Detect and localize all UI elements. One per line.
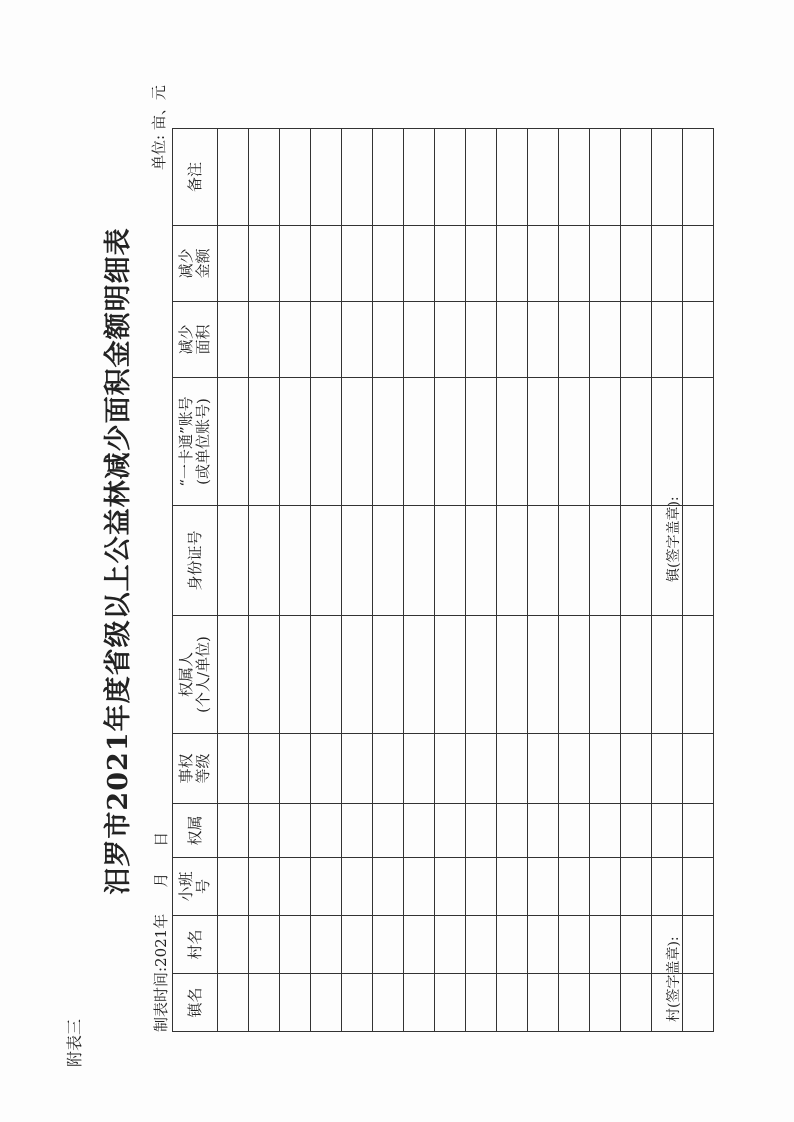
table-cell[interactable] (559, 302, 590, 378)
table-cell[interactable] (621, 974, 652, 1032)
table-cell[interactable] (652, 804, 683, 858)
column-header-line1: “一卡通”账号 (177, 396, 195, 487)
table-cell[interactable] (435, 916, 466, 974)
table-cell[interactable] (373, 858, 404, 916)
table-cell[interactable] (311, 916, 342, 974)
table-cell[interactable] (621, 226, 652, 302)
table-cell[interactable] (590, 378, 621, 506)
table-body (218, 129, 714, 1032)
table-cell[interactable] (528, 302, 559, 378)
column-header-line2: (或单位账号) (194, 398, 212, 485)
table-cell[interactable] (342, 378, 373, 506)
table-row (342, 129, 373, 1032)
table-cell[interactable] (652, 226, 683, 302)
table-cell[interactable] (342, 974, 373, 1032)
table-cell[interactable] (497, 378, 528, 506)
unit-label: 单位: 亩、元 (150, 85, 168, 170)
date-day: 日 (152, 831, 170, 847)
table-cell[interactable] (435, 506, 466, 616)
table-cell[interactable] (249, 378, 280, 506)
column-header (173, 129, 218, 226)
table-cell[interactable] (590, 858, 621, 916)
table-cell[interactable] (311, 226, 342, 302)
table-cell[interactable] (621, 916, 652, 974)
table-cell[interactable] (683, 378, 714, 506)
table-cell[interactable] (590, 302, 621, 378)
table-cell[interactable] (311, 129, 342, 226)
table-cell[interactable] (373, 506, 404, 616)
column-header (173, 302, 218, 378)
table-cell[interactable] (404, 616, 435, 734)
table-cell[interactable] (280, 734, 311, 804)
table-cell[interactable] (466, 734, 497, 804)
table-cell[interactable] (404, 506, 435, 616)
column-header-line2: (个人/单位) (194, 636, 212, 713)
column-header-line1: 小班 (177, 871, 195, 902)
table-cell[interactable] (404, 804, 435, 858)
table-cell[interactable] (590, 974, 621, 1032)
column-header-line2: 面积 (194, 324, 212, 355)
table-cell[interactable] (559, 616, 590, 734)
table-cell[interactable] (497, 734, 528, 804)
table-cell[interactable] (249, 616, 280, 734)
table-cell[interactable] (311, 734, 342, 804)
table-cell[interactable] (311, 378, 342, 506)
table-cell[interactable] (342, 226, 373, 302)
table-cell[interactable] (528, 734, 559, 804)
table-cell[interactable] (559, 974, 590, 1032)
table-cell[interactable] (466, 974, 497, 1032)
village-signature-label: 村(签字盖章): (666, 936, 682, 1022)
table-cell[interactable] (280, 858, 311, 916)
date-month: 月 (152, 872, 170, 888)
column-header (173, 734, 218, 804)
table-cell[interactable] (621, 616, 652, 734)
table-cell[interactable] (280, 302, 311, 378)
table-cell[interactable] (497, 506, 528, 616)
table-cell[interactable] (497, 858, 528, 916)
table-cell[interactable] (280, 616, 311, 734)
column-header (173, 804, 218, 858)
table-cell[interactable] (528, 129, 559, 226)
table-cell[interactable] (218, 129, 249, 226)
column-header-line1: 事权 (177, 753, 195, 784)
column-header (173, 974, 218, 1032)
table-cell[interactable] (404, 974, 435, 1032)
table-cell[interactable] (373, 916, 404, 974)
table-row (404, 129, 435, 1032)
table-row (311, 129, 342, 1032)
column-header-line1: 权属 (185, 815, 204, 846)
table-cell[interactable] (559, 858, 590, 916)
table-cell[interactable] (342, 734, 373, 804)
town-signature-label: 镇(签字盖章): (666, 496, 682, 582)
table-cell[interactable] (590, 506, 621, 616)
table-cell[interactable] (435, 734, 466, 804)
table-cell[interactable] (218, 858, 249, 916)
table-row (466, 129, 497, 1032)
table-cell[interactable] (280, 129, 311, 226)
table-cell[interactable] (373, 734, 404, 804)
table-cell[interactable] (497, 129, 528, 226)
table-cell[interactable] (621, 129, 652, 226)
table-cell[interactable] (311, 616, 342, 734)
table-cell[interactable] (528, 916, 559, 974)
table-cell[interactable] (311, 506, 342, 616)
table-row (280, 129, 311, 1032)
table-cell[interactable] (466, 804, 497, 858)
table-cell[interactable] (590, 916, 621, 974)
table-cell[interactable] (621, 734, 652, 804)
table-cell[interactable] (497, 226, 528, 302)
table-cell[interactable] (342, 916, 373, 974)
table-cell[interactable] (404, 378, 435, 506)
table-cell[interactable] (497, 974, 528, 1032)
table-row (249, 129, 280, 1032)
table-cell[interactable] (590, 734, 621, 804)
table-cell[interactable] (466, 378, 497, 506)
table-cell[interactable] (373, 302, 404, 378)
table-cell[interactable] (373, 974, 404, 1032)
table-cell[interactable] (280, 226, 311, 302)
column-header-line1: 备注 (185, 162, 204, 193)
table-cell[interactable] (683, 858, 714, 916)
table-cell[interactable] (683, 734, 714, 804)
table-cell[interactable] (466, 616, 497, 734)
detail-table (172, 128, 714, 1032)
table-cell[interactable] (404, 734, 435, 804)
table-cell[interactable] (559, 129, 590, 226)
table-cell[interactable] (497, 616, 528, 734)
table-row (621, 129, 652, 1032)
table-cell[interactable] (683, 616, 714, 734)
table-cell[interactable] (404, 129, 435, 226)
table-cell[interactable] (621, 302, 652, 378)
table-cell[interactable] (652, 302, 683, 378)
table-cell[interactable] (652, 858, 683, 916)
table-cell[interactable] (373, 616, 404, 734)
column-header-line2: 号 (194, 879, 212, 895)
date-prefix: 制表时间:2021年 (152, 913, 170, 1032)
table-cell[interactable] (528, 804, 559, 858)
table-cell[interactable] (218, 226, 249, 302)
table-cell[interactable] (404, 858, 435, 916)
table-row (683, 129, 714, 1032)
table-cell[interactable] (280, 916, 311, 974)
column-header (173, 378, 218, 506)
table-cell[interactable] (528, 858, 559, 916)
table-cell[interactable] (342, 506, 373, 616)
table-cell[interactable] (373, 378, 404, 506)
table-cell[interactable] (652, 378, 683, 506)
table-cell[interactable] (683, 506, 714, 616)
table-cell[interactable] (435, 129, 466, 226)
table-cell[interactable] (621, 506, 652, 616)
table-cell[interactable] (683, 302, 714, 378)
table-cell[interactable] (280, 804, 311, 858)
table-cell[interactable] (249, 858, 280, 916)
table-cell[interactable] (218, 916, 249, 974)
table-cell[interactable] (683, 974, 714, 1032)
table-cell[interactable] (218, 804, 249, 858)
table-cell[interactable] (559, 804, 590, 858)
table-cell[interactable] (218, 974, 249, 1032)
table-row (590, 129, 621, 1032)
table-cell[interactable] (652, 616, 683, 734)
table-cell[interactable] (683, 129, 714, 226)
table-cell[interactable] (280, 378, 311, 506)
column-header (173, 916, 218, 974)
table-cell[interactable] (497, 804, 528, 858)
column-header-line1: 权属人 (177, 652, 195, 698)
table-cell[interactable] (404, 226, 435, 302)
column-header (173, 616, 218, 734)
table-cell[interactable] (435, 616, 466, 734)
table-cell[interactable] (435, 804, 466, 858)
table-cell[interactable] (218, 378, 249, 506)
table-cell[interactable] (435, 974, 466, 1032)
table-cell[interactable] (497, 916, 528, 974)
table-cell[interactable] (621, 804, 652, 858)
table-cell[interactable] (342, 302, 373, 378)
date-label (150, 832, 171, 1032)
table-cell[interactable] (559, 916, 590, 974)
table-header-row (173, 129, 218, 1032)
document-title: 汨罗市2021年度省级以上公益林减少面积金额明细表 (103, 227, 134, 895)
table-cell[interactable] (466, 226, 497, 302)
table-cell[interactable] (373, 129, 404, 226)
table-cell[interactable] (528, 974, 559, 1032)
table-cell[interactable] (249, 302, 280, 378)
table-cell[interactable] (466, 858, 497, 916)
table-cell[interactable] (559, 378, 590, 506)
table-cell[interactable] (435, 858, 466, 916)
table-cell[interactable] (590, 616, 621, 734)
table-cell[interactable] (249, 916, 280, 974)
table-row (218, 129, 249, 1032)
table-cell[interactable] (652, 129, 683, 226)
table-row (435, 129, 466, 1032)
table-cell[interactable] (590, 129, 621, 226)
table-cell[interactable] (404, 916, 435, 974)
table-cell[interactable] (621, 858, 652, 916)
table-cell[interactable] (466, 916, 497, 974)
table-cell[interactable] (528, 226, 559, 302)
table-cell[interactable] (528, 616, 559, 734)
table-cell[interactable] (528, 378, 559, 506)
table-cell[interactable] (590, 226, 621, 302)
table-cell[interactable] (683, 804, 714, 858)
column-header-line2: 金额 (194, 248, 212, 279)
table-cell[interactable] (435, 226, 466, 302)
table-cell[interactable] (280, 974, 311, 1032)
table-cell[interactable] (373, 226, 404, 302)
table-cell[interactable] (559, 734, 590, 804)
table-cell[interactable] (311, 974, 342, 1032)
table-cell[interactable] (249, 129, 280, 226)
column-header-line1: 身份证号 (185, 530, 204, 591)
table-cell[interactable] (652, 734, 683, 804)
table-cell[interactable] (342, 858, 373, 916)
column-header-line1: 减少 (177, 248, 195, 279)
table-cell[interactable] (311, 302, 342, 378)
table-cell[interactable] (528, 506, 559, 616)
table-row (559, 129, 590, 1032)
table-cell[interactable] (342, 616, 373, 734)
table-cell[interactable] (218, 734, 249, 804)
table-cell[interactable] (435, 302, 466, 378)
table-cell[interactable] (559, 226, 590, 302)
table-cell[interactable] (342, 804, 373, 858)
table-cell[interactable] (559, 506, 590, 616)
table-cell[interactable] (590, 804, 621, 858)
column-header (173, 858, 218, 916)
column-header-line1: 村名 (185, 929, 204, 960)
table-cell[interactable] (404, 302, 435, 378)
column-header (173, 226, 218, 302)
table-cell[interactable] (621, 378, 652, 506)
table-cell[interactable] (218, 506, 249, 616)
table-cell[interactable] (373, 804, 404, 858)
table-row (497, 129, 528, 1032)
table-cell[interactable] (466, 129, 497, 226)
table-cell[interactable] (249, 734, 280, 804)
table-cell[interactable] (249, 226, 280, 302)
table-cell[interactable] (249, 804, 280, 858)
table-cell[interactable] (249, 506, 280, 616)
table-cell[interactable] (497, 302, 528, 378)
appendix-label: 附表三 (65, 1018, 84, 1067)
table-cell[interactable] (683, 226, 714, 302)
table-row (373, 129, 404, 1032)
table-cell[interactable] (435, 378, 466, 506)
table-cell[interactable] (466, 506, 497, 616)
column-header-line2: 等级 (194, 753, 212, 784)
table-cell[interactable] (218, 302, 249, 378)
table-cell[interactable] (249, 974, 280, 1032)
column-header (173, 506, 218, 616)
table-cell[interactable] (218, 616, 249, 734)
column-header-line1: 减少 (177, 324, 195, 355)
table-cell[interactable] (342, 129, 373, 226)
table-cell[interactable] (311, 858, 342, 916)
table-cell[interactable] (280, 506, 311, 616)
table-row (528, 129, 559, 1032)
table-cell[interactable] (683, 916, 714, 974)
column-header-line1: 镇名 (185, 987, 204, 1018)
table-cell[interactable] (311, 804, 342, 858)
table-cell[interactable] (466, 302, 497, 378)
